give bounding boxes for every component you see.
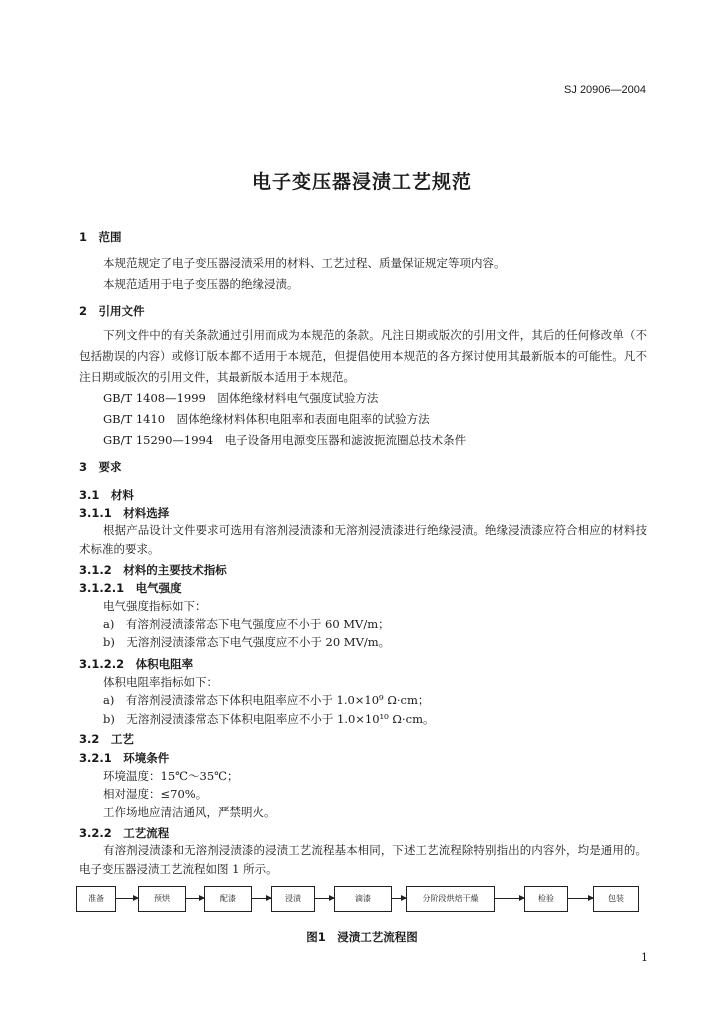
- heading-3-2: 3.2 工艺: [79, 732, 134, 746]
- heading-3-1: 3.1 材料: [79, 488, 134, 502]
- flow-arrow: [494, 898, 524, 899]
- heading-3-2-1: 3.2.1 环境条件: [79, 751, 170, 765]
- env-temperature: 环境温度：15℃～35℃；: [103, 769, 239, 783]
- resistivity-item-a: a) 有溶剂浸渍漆常态下体积电阻率应不小于 1.0×10⁹ Ω·cm；: [103, 693, 430, 707]
- flow-arrow: [115, 898, 138, 899]
- flow-step-preheat: 预烘: [138, 886, 186, 912]
- document-title: 电子变压器浸渍工艺规范: [251, 171, 472, 193]
- heading-3-2-2: 3.2.2 工艺流程: [79, 826, 170, 840]
- flow-step-mix-varnish: 配漆: [204, 886, 252, 912]
- heading-3-1-2-2: 3.1.2.2 体积电阻率: [79, 657, 194, 671]
- flow-step-package: 包装: [593, 886, 639, 912]
- flow-step-prepare: 准备: [76, 886, 116, 912]
- flow-arrow: [185, 898, 204, 899]
- reference-3: GB/T 15290—1994 电子设备用电源变压器和滤波扼流圈总技术条件: [103, 433, 467, 447]
- heading-3-1-2: 3.1.2 材料的主要技术指标: [79, 563, 227, 577]
- flow-arrow: [314, 898, 334, 899]
- flow-step-drip: 滴漆: [334, 886, 392, 912]
- section-2-paragraph: 下列文件中的有关条款通过引用而成为本规范的条款。凡注日期或版次的引用文件，其后的任何修改单（不包括勘误的内容）或修订版本都不适用于本规范，但提倡使用本规范的各方探讨使用其最新版本的可能性。凡不注日期或版次的引用文件，其最新版本适用于本规范。: [79, 328, 647, 384]
- env-humidity: 相对湿度：≤70%。: [103, 787, 208, 801]
- heading-3-1-1: 3.1.1 材料选择: [79, 506, 170, 520]
- flow-step-impregnate: 浸渍: [271, 886, 315, 912]
- flow-arrow: [251, 898, 271, 899]
- electric-strength-item-b: b) 无溶剂浸渍漆常态下电气强度应不小于 20 MV/m。: [103, 635, 391, 649]
- section-1-line-1: 本规范规定了电子变压器浸渍采用的材料、工艺过程、质量保证规定等项内容。: [103, 256, 506, 270]
- reference-1: GB/T 1408—1999 固体绝缘材料电气强度试验方法: [103, 391, 379, 405]
- electric-strength-item-a: a) 有溶剂浸渍漆常态下电气强度应不小于 60 MV/m；: [103, 617, 390, 631]
- resistivity-intro: 体积电阻率指标如下：: [103, 675, 218, 689]
- flow-arrow: [567, 898, 593, 899]
- section-1-line-2: 本规范适用于电子变压器的绝缘浸渍。: [103, 277, 299, 291]
- paragraph-3-2-2: 有溶剂浸渍漆和无溶剂浸渍漆的浸渍工艺流程基本相同，下述工艺流程除特别指出的内容外，均是通用的。电子变压器浸渍工艺流程如图 1 所示。: [79, 843, 647, 876]
- standard-number: SJ 20906—2004: [564, 84, 646, 96]
- paragraph-3-1-1: 根据产品设计文件要求可选用有溶剂浸渍漆和无溶剂浸渍漆进行绝缘浸渍。绝缘浸渍漆应符合相应的材料技术标准的要求。: [79, 523, 647, 556]
- flow-arrow: [391, 898, 406, 899]
- section-1-heading: 1 范围: [79, 230, 122, 244]
- section-2-heading: 2 引用文件: [79, 304, 145, 318]
- section-3-heading: 3 要求: [79, 460, 122, 474]
- reference-2: GB/T 1410 固体绝缘材料体积电阻率和表面电阻率的试验方法: [103, 412, 430, 426]
- heading-3-1-2-1: 3.1.2.1 电气强度: [79, 581, 182, 595]
- electric-strength-intro: 电气强度指标如下：: [103, 599, 207, 613]
- flow-step-inspect: 检验: [524, 886, 568, 912]
- flow-step-staged-baking: 分阶段烘焙干燥: [406, 886, 495, 912]
- page-number: 1: [641, 951, 648, 964]
- env-workplace: 工作场地应清洁通风，严禁明火。: [103, 805, 276, 819]
- resistivity-item-b: b) 无溶剂浸渍漆常态下体积电阻率应不小于 1.0×10¹⁰ Ω·cm。: [103, 712, 435, 726]
- figure-caption: 图1 浸渍工艺流程图: [306, 930, 418, 944]
